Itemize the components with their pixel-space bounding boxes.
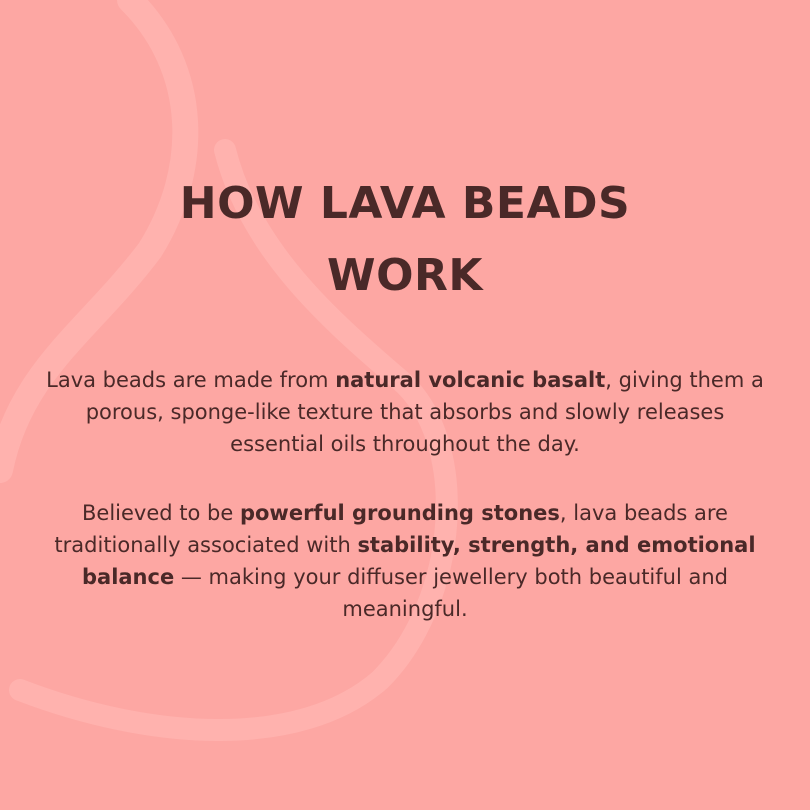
intro-text-2: , giving them a porous, sponge-like texture that absorbs and slowly releases essential oils throughout the day. bbox=[85, 368, 764, 456]
meaning-text-3: — making your diffuser jewellery both beautiful and meaningful. bbox=[174, 565, 728, 621]
meaning-highlight-2: stability, strength, and emotional balance bbox=[81, 533, 756, 589]
page-title-line-1: HOW LAVA BEADS bbox=[179, 178, 631, 229]
meaning-highlight-1: powerful grounding stones bbox=[239, 501, 560, 525]
page-title-line-2: WORK bbox=[327, 250, 483, 301]
meaning-text-2: , lava beads are traditionally associated with bbox=[54, 501, 728, 557]
intro-paragraph bbox=[45, 364, 765, 460]
intro-highlight: natural volcanic basalt bbox=[335, 368, 606, 392]
page-title bbox=[60, 168, 750, 312]
meaning-paragraph bbox=[45, 497, 765, 625]
intro-text-1: Lava beads are made from bbox=[46, 368, 336, 392]
meaning-text-1: Believed to be bbox=[82, 501, 240, 525]
